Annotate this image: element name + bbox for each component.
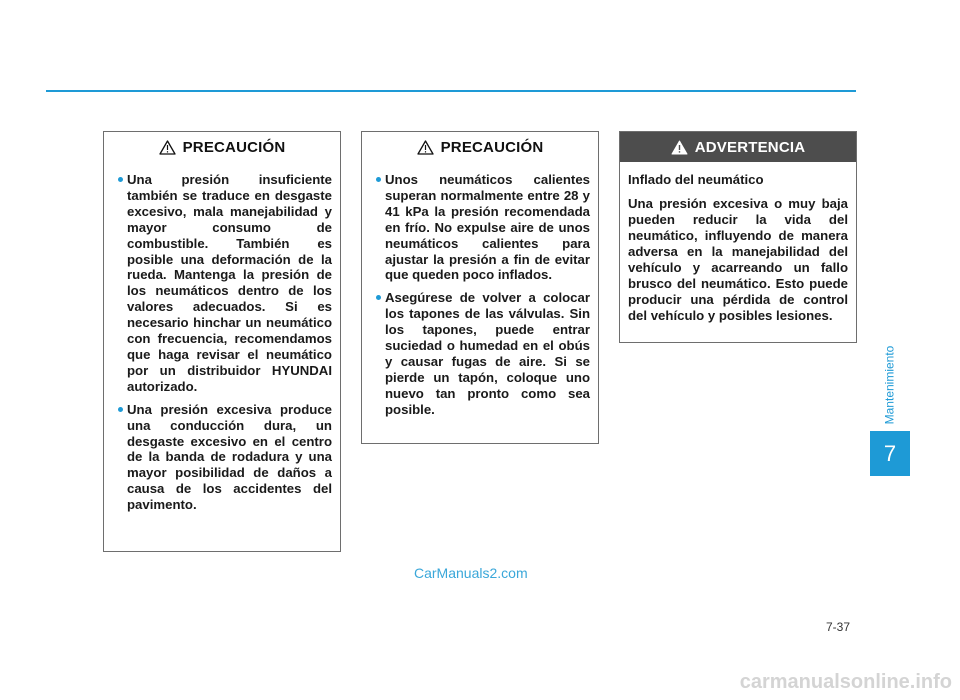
warning-subtitle: Inflado del neumático [628, 172, 764, 187]
section-label: Mantenimiento [882, 345, 896, 425]
caution-header-1 [104, 132, 340, 162]
caution-bullet: Unos neumáticos calientes superan normalmente entre 28 y 41 kPa la presión recomendada en frío. No expulse aire de unos neumáticos calientes para ajustar la presión a fin de evitar que queden poco inflados. [376, 172, 590, 283]
warning-title: ADVERTENCIA [694, 138, 806, 156]
bullet-dot-icon [118, 407, 123, 412]
caution-title: PRECAUCIÓN [182, 138, 286, 156]
warning-text: Una presión excesiva o muy baja pueden reducir la vida del neumático, influyendo de manera adversa en la manejabilidad del vehículo y acarreando un fallo brusco del neumático. Esto puede producir una pérdida de control del vehículo y posibles lesiones. [628, 196, 848, 323]
bullet-dot-icon [118, 177, 123, 182]
chapter-tab[interactable]: 7 [870, 431, 910, 476]
caution-bullet: Una presión excesiva produce una conducción dura, un desgaste excesivo en el centro de la banda de rodadura y una mayor posibilidad de daños a causa de los accidentes del pavimento. [118, 402, 332, 513]
page-number: 7-37 [826, 620, 851, 634]
warning-header [620, 132, 856, 162]
watermark: CarManuals2.com [414, 565, 528, 581]
caution-box-1 [103, 131, 341, 552]
caution-box-2 [361, 131, 599, 444]
warning-triangle-icon [671, 140, 688, 155]
caution-bullet: Una presión insuficiente también se traduce en desgaste excesivo, mala manejabilidad y mayor consumo de combustible. También es posible una deformación de la rueda. Mantenga la presión de los neumáticos dentro de los valores adecuados. Si es necesario hinchar un neumático con frecuencia, recomendamos que haga revisar el neumático por un distribuidor HYUNDAI autorizado. [118, 172, 332, 395]
caution-title: PRECAUCIÓN [440, 138, 544, 156]
caution-triangle-icon [417, 140, 434, 155]
caution-bullet: Asegúrese de volver a colocar los tapones de las válvulas. Sin los tapones, puede entrar suciedad o humedad en el obús y causar fugas de aire. Si se pierde un tapón, coloque uno nuevo tan pronto como sea posible. [376, 290, 590, 417]
warning-box [619, 131, 857, 343]
caution-triangle-icon [159, 140, 176, 155]
bullet-dot-icon [376, 295, 381, 300]
bullet-dot-icon [376, 177, 381, 182]
header-rule [46, 90, 856, 92]
caution-header-2 [362, 132, 598, 162]
footer-watermark: carmanualsonline.info [739, 671, 952, 693]
